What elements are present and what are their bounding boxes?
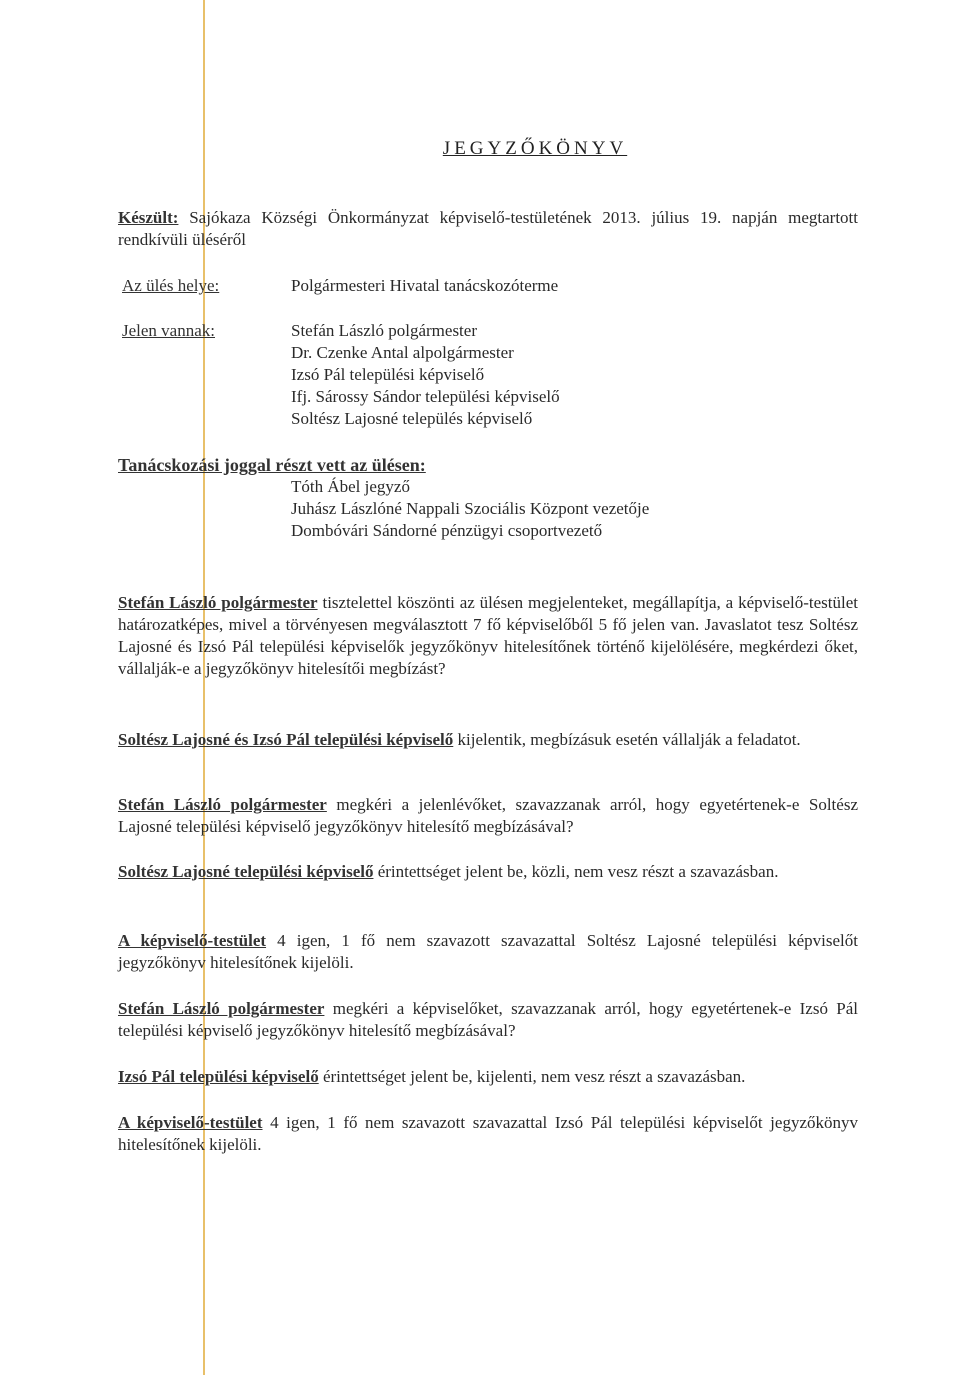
minutes-paragraph	[118, 1112, 858, 1156]
speaker-name: Izsó Pál települési képviselő	[118, 1067, 319, 1086]
list-item: Dombóvári Sándorné pénzügyi csoportvezető	[291, 521, 603, 540]
minutes-paragraph	[118, 592, 858, 680]
ules-helye-value: Polgármesteri Hivatal tanácskozóterme	[291, 276, 559, 295]
paragraph-text: érintettséget jelent be, kijelenti, nem vesz részt a szavazásban.	[318, 1067, 746, 1086]
minutes-paragraph	[118, 794, 858, 838]
speaker-name: A képviselő-testület	[118, 1113, 263, 1132]
list-item: Stefán László polgármester	[291, 321, 477, 340]
minutes-paragraph	[118, 930, 858, 974]
paragraph-text: érintettséget jelent be, közli, nem vesz részt a szavazásban.	[373, 862, 779, 881]
speaker-name: Stefán László polgármester	[118, 999, 325, 1018]
list-item: Ifj. Sárossy Sándor települési képviselő	[291, 387, 560, 406]
speaker-name: A képviselő-testület	[118, 931, 267, 950]
paragraph-text: megkéri a jelenlévőket, szavazzanak arról, hogy egyetértenek-e Soltész Lajosné települési képviselő jegyzőkönyv hitelesítő megbízásával?	[118, 795, 858, 836]
paragraph-text: kijelentik, megbízásuk esetén vállalják a feladatot.	[453, 730, 801, 749]
keszult-paragraph	[118, 207, 858, 251]
paragraph-text: 4 igen, 1 fő nem szavazott szavazattal Izsó Pál települési képviselőt jegyzőkönyv hitelesítőnek kijelöli.	[118, 1113, 858, 1154]
speaker-name: Stefán László polgármester	[118, 593, 318, 612]
jelen-vannak-label: Jelen vannak:	[122, 321, 215, 340]
minutes-paragraph	[118, 1066, 858, 1088]
paragraph-text: megkéri a képviselőket, szavazzanak arról, hogy egyetértenek-e Izsó Pál települési képviselő jegyzőkönyv hitelesítő megbízásával?	[118, 999, 858, 1040]
tanacskozasi-label: Tanácskozási joggal részt vett az ülésen:	[118, 455, 426, 475]
list-item: Juhász Lászlóné Nappali Szociális Központ vezetője	[291, 499, 650, 518]
minutes-paragraph	[118, 729, 858, 751]
speaker-name: Stefán László polgármester	[118, 795, 327, 814]
minutes-paragraph	[118, 861, 858, 883]
keszult-text: Sajókaza Községi Önkormányzat képviselő-testületének 2013. július 19. napján megtartott rendkívüli üléséről	[118, 208, 858, 249]
ules-helye-label: Az ülés helye:	[122, 276, 220, 295]
paragraph-text: tisztelettel köszönti az ülésen megjelenteket, megállapítja, a képviselő-testület határozatképes, mivel a törvényesen megválasztott 7 fő képviselőből 5 fő jelen van. Javaslatot tesz Soltész Lajosné és Izsó Pál települési képviselők jegyzőkönyv hitelesítőnek történő kijelölésére, megkérdezi őket, vállalják-e a jegyzőkönyv hitelesítői megbízást?	[118, 593, 858, 678]
list-item: Tóth Ábel jegyző	[291, 477, 410, 496]
tanacskozasi-list	[291, 476, 649, 542]
document-title: JEGYZŐKÖNYV	[442, 138, 628, 159]
minutes-paragraph	[118, 998, 858, 1042]
paragraph-text: 4 igen, 1 fő nem szavazott szavazattal Soltész Lajosné települési képviselőt jegyzőkönyv hitelesítőnek kijelöli.	[118, 931, 858, 972]
speaker-name: Soltész Lajosné és Izsó Pál települési képviselő	[118, 730, 454, 749]
jelen-vannak-list	[291, 320, 560, 430]
list-item: Dr. Czenke Antal alpolgármester	[291, 343, 514, 362]
list-item: Soltész Lajosné település képviselő	[291, 409, 533, 428]
keszult-label: Készült:	[118, 208, 179, 227]
speaker-name: Soltész Lajosné települési képviselő	[118, 862, 374, 881]
list-item: Izsó Pál települési képviselő	[291, 365, 485, 384]
